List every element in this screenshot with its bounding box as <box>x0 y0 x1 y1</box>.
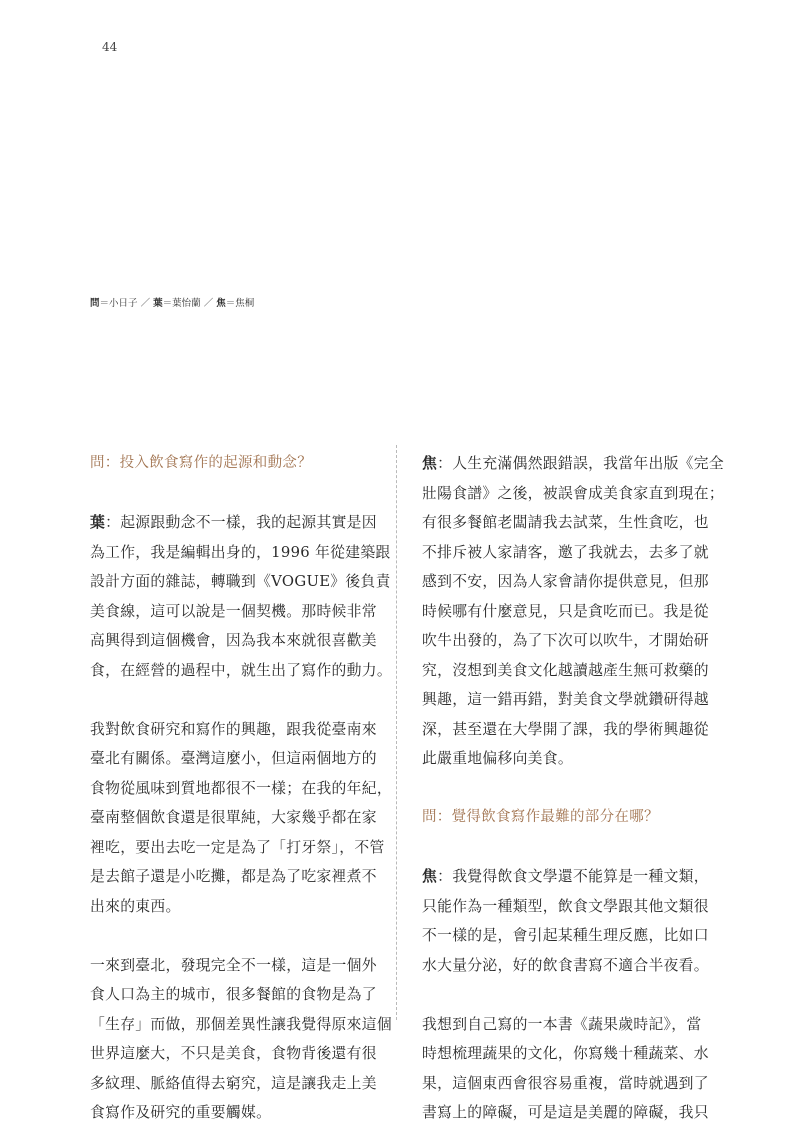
legend-name-jiao: 焦桐 <box>235 298 255 309</box>
text-line: 水大量分泌，好的飲食書寫不適合半夜看。 <box>422 956 709 974</box>
text-line: 感到不安，因為人家會請你提供意見，但那 <box>422 573 709 590</box>
text-line: ：起源跟動念不一樣，我的起源其實是因 <box>105 514 377 531</box>
answer-paragraph <box>422 449 724 774</box>
text-line: 裡吃，要出去吃一定是為了「打牙祭」，不管 <box>90 838 385 856</box>
text-line: 果，這個東西會很容易重複，當時就遇到了 <box>422 1074 709 1092</box>
text-line: 高興得到這個機會，因為我本來就很喜歡美 <box>90 632 377 649</box>
text-line: 我想到自己寫的一本書《蔬果歲時記》，當 <box>422 1015 702 1033</box>
column-divider <box>396 445 397 1020</box>
legend-key-jiao: 焦 <box>216 298 226 309</box>
text-line: 只能作為一種類型，飲食文學跟其他文類很 <box>422 897 709 915</box>
text-line: 出來的東西。 <box>90 897 181 915</box>
body-paragraph <box>90 715 392 922</box>
text-line: 時候哪有什麼意見，只是貪吃而已。我是從 <box>422 602 709 620</box>
text-line: 不排斥被人家請客，邀了我就去，去多了就 <box>422 543 709 561</box>
text-line: 為工作，我是編輯出身的，1996 年從建築跟 <box>90 543 391 561</box>
answer-paragraph <box>90 508 392 685</box>
text-line: 吹牛出發的，為了下次可以吹牛，才開始研 <box>422 632 709 649</box>
question-heading: 問：投入飲食寫作的起源和動念？ <box>90 455 312 471</box>
text-line: 食寫作及研究的重要觸媒。 <box>90 1104 272 1121</box>
text-line: ：人生充滿偶然跟錯誤，我當年出版《完全 <box>437 455 724 472</box>
speakers-legend: 問＝小日子 ／ 葉＝葉怡蘭 ／ 焦＝焦桐 <box>90 298 255 309</box>
legend-key-wen: 問 <box>90 298 100 309</box>
right-column <box>422 449 724 1128</box>
text-line: 此嚴重地偏移向美食。 <box>422 750 573 767</box>
text-line: 世界這麼大，不只是美食，食物背後還有很 <box>90 1045 377 1062</box>
text-line: 究，沒想到美食文化越讀越產生無可救藥的 <box>422 661 709 679</box>
text-line: 食人口為主的城市，很多餐館的食物是為了 <box>90 986 377 1003</box>
speaker-label: 焦 <box>422 455 438 472</box>
legend-name-ye: 葉怡蘭 <box>172 298 201 309</box>
text-line: 深，甚至還在大學開了課，我的學術興趣從 <box>422 720 709 738</box>
question-heading: 問：覺得飲食寫作最難的部分在哪？ <box>422 809 659 825</box>
legend-key-ye: 葉 <box>153 298 163 309</box>
answer-paragraph <box>422 862 712 980</box>
text-line: 食，在經營的過程中，就生出了寫作的動力。 <box>90 661 392 679</box>
text-line: 美食線，這可以說是一個契機。那時候非常 <box>90 602 377 620</box>
text-line: 時想梳理蔬果的文化，你寫幾十種蔬菜、水 <box>422 1045 709 1062</box>
text-line: 多紋理、脈絡值得去窮究，這是讓我走上美 <box>90 1074 377 1092</box>
text-line: 臺南整個飲食還是很單純，大家幾乎都在家 <box>90 809 377 826</box>
text-line: 我對飲食研究和寫作的興趣，跟我從臺南來 <box>90 720 377 738</box>
text-line: 臺北有關係。臺灣這麼小，但這兩個地方的 <box>90 750 377 767</box>
body-paragraph <box>90 951 392 1128</box>
text-line: 設計方面的雜誌，轉職到《VOGUE》後負責 <box>90 573 391 590</box>
body-paragraph <box>422 1010 712 1128</box>
legend-name-wen: 小日子 <box>109 298 138 309</box>
text-line: 有很多餐館老闆請我去試菜，生性貪吃，也 <box>422 514 709 531</box>
text-line: 書寫上的障礙，可是這是美麗的障礙，我只 <box>422 1104 709 1121</box>
text-line: 興趣，這一錯再錯，對美食文學就鑽研得越 <box>422 691 709 708</box>
text-line: 「生存」而做，那個差異性讓我覺得原來這個 <box>90 1015 392 1033</box>
text-line: 壯陽食譜》之後，被誤會成美食家直到現在； <box>422 484 724 502</box>
legend-separator: ／ <box>203 298 214 309</box>
text-line: ：我覺得飲食文學還不能算是一種文類， <box>437 868 709 885</box>
page-number: 44 <box>102 40 118 54</box>
left-column <box>90 449 392 1128</box>
legend-separator: ／ <box>140 298 151 309</box>
text-line: 不一樣的是，會引起某種生理反應，比如口 <box>422 927 709 944</box>
text-line: 一來到臺北，發現完全不一樣，這是一個外 <box>90 956 377 974</box>
speaker-label: 焦 <box>422 868 438 885</box>
text-line: 是去館子還是小吃攤，都是為了吃家裡煮不 <box>90 868 377 885</box>
text-line: 食物從風味到質地都很不一樣；在我的年紀， <box>90 779 392 797</box>
speaker-label: 葉 <box>90 514 106 531</box>
